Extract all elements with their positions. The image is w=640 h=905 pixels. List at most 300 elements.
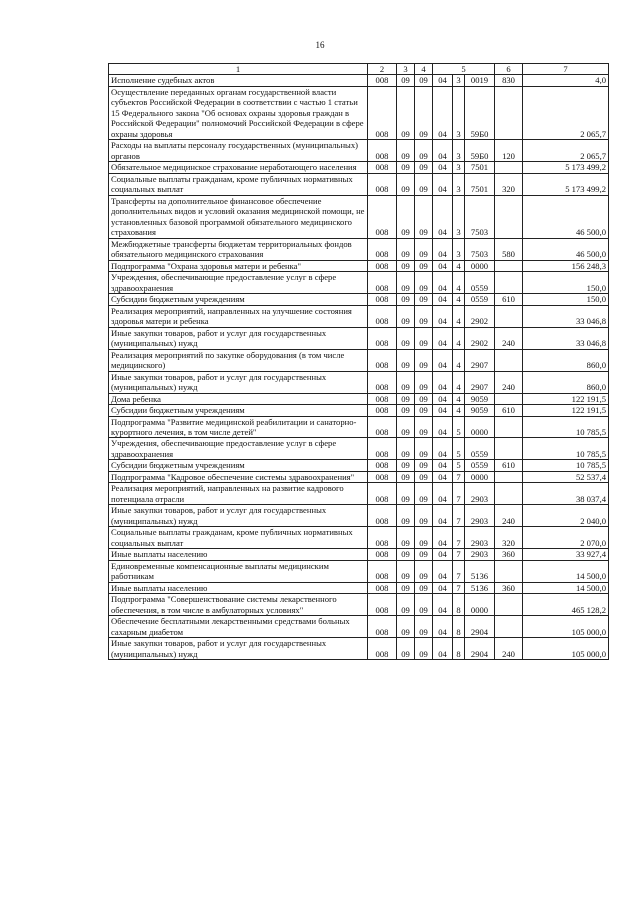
section-code: 09 [397, 405, 415, 416]
expense-type-code [495, 349, 523, 371]
subsection-code: 09 [415, 162, 433, 173]
subprogram-code: 5 [453, 438, 465, 460]
ministry-code: 008 [368, 549, 397, 560]
amount: 14 500,0 [523, 560, 609, 582]
row-name: Иные выплаты населению [109, 582, 368, 593]
direction-code: 0559 [465, 460, 495, 471]
amount: 2 065,7 [523, 140, 609, 162]
section-code: 09 [397, 505, 415, 527]
program-code: 04 [433, 438, 453, 460]
table-row [109, 260, 609, 271]
subprogram-code: 4 [453, 272, 465, 294]
section-code: 09 [397, 393, 415, 404]
direction-code: 0559 [465, 294, 495, 305]
table-row [109, 405, 609, 416]
direction-code: 5136 [465, 560, 495, 582]
subprogram-code: 3 [453, 173, 465, 195]
section-code: 09 [397, 86, 415, 139]
ministry-code: 008 [368, 238, 397, 260]
table-row [109, 393, 609, 404]
ministry-code: 008 [368, 162, 397, 173]
ministry-code: 008 [368, 483, 397, 505]
ministry-code: 008 [368, 560, 397, 582]
amount: 150,0 [523, 272, 609, 294]
direction-code: 59Б0 [465, 86, 495, 139]
program-code: 04 [433, 527, 453, 549]
program-code: 04 [433, 371, 453, 393]
row-name: Осуществление переданных органам государственной власти субъектов Российской Федерации в соответствии с частью 1 статьи 15 Федерального закона "Об основах охраны здоровья граждан в Российской Федерации" полномочий Российской Федерации в сфере охраны здоровья [109, 86, 368, 139]
subprogram-code: 7 [453, 560, 465, 582]
amount: 2 065,7 [523, 86, 609, 139]
amount: 105 000,0 [523, 616, 609, 638]
ministry-code: 008 [368, 349, 397, 371]
direction-code: 2903 [465, 549, 495, 560]
program-code: 04 [433, 162, 453, 173]
subprogram-code: 7 [453, 527, 465, 549]
row-name: Реализация мероприятий по закупке оборудования (в том числе медицинского) [109, 349, 368, 371]
program-code: 04 [433, 549, 453, 560]
subprogram-code: 3 [453, 140, 465, 162]
program-code: 04 [433, 75, 453, 86]
row-name: Учреждения, обеспечивающие предоставление услуг в сфере здравоохранения [109, 272, 368, 294]
direction-code: 5136 [465, 582, 495, 593]
subsection-code: 09 [415, 327, 433, 349]
expense-type-code [495, 272, 523, 294]
subprogram-code: 3 [453, 86, 465, 139]
expense-type-code [495, 195, 523, 238]
row-name: Субсидии бюджетным учреждениям [109, 405, 368, 416]
program-code: 04 [433, 86, 453, 139]
expense-type-code [495, 162, 523, 173]
subsection-code: 09 [415, 393, 433, 404]
page-number: 16 [315, 40, 325, 50]
ministry-code: 008 [368, 505, 397, 527]
amount: 52 537,4 [523, 471, 609, 482]
section-code: 09 [397, 549, 415, 560]
header-cell: 5 [433, 64, 495, 75]
subprogram-code: 7 [453, 505, 465, 527]
section-code: 09 [397, 416, 415, 438]
row-name: Социальные выплаты гражданам, кроме публичных нормативных социальных выплат [109, 527, 368, 549]
ministry-code: 008 [368, 195, 397, 238]
amount: 5 173 499,2 [523, 173, 609, 195]
amount: 33 046,8 [523, 327, 609, 349]
table-row [109, 305, 609, 327]
row-name: Обязательное медицинское страхование неработающего населения [109, 162, 368, 173]
subprogram-code: 4 [453, 260, 465, 271]
expense-type-code: 610 [495, 294, 523, 305]
expense-type-code [495, 471, 523, 482]
header-cell: 7 [523, 64, 609, 75]
program-code: 04 [433, 140, 453, 162]
direction-code: 0000 [465, 471, 495, 482]
subsection-code: 09 [415, 371, 433, 393]
subsection-code: 09 [415, 527, 433, 549]
row-name: Субсидии бюджетным учреждениям [109, 294, 368, 305]
row-name: Подпрограмма "Совершенствование системы лекарственного обеспечения, в том числе в амбулаторных условиях" [109, 594, 368, 616]
subprogram-code: 8 [453, 594, 465, 616]
row-name: Трансферты на дополнительное финансовое обеспечение дополнительных видов и условий оказания медицинской помощи, не установленных базовой программой обязательного медицинского страхования [109, 195, 368, 238]
section-code: 09 [397, 460, 415, 471]
program-code: 04 [433, 349, 453, 371]
expense-type-code: 830 [495, 75, 523, 86]
ministry-code: 008 [368, 140, 397, 162]
section-code: 09 [397, 371, 415, 393]
subsection-code: 09 [415, 616, 433, 638]
ministry-code: 008 [368, 438, 397, 460]
section-code: 09 [397, 294, 415, 305]
amount: 2 040,0 [523, 505, 609, 527]
subprogram-code: 4 [453, 393, 465, 404]
amount: 465 128,2 [523, 594, 609, 616]
section-code: 09 [397, 438, 415, 460]
expense-type-code [495, 305, 523, 327]
section-code: 09 [397, 638, 415, 660]
ministry-code: 008 [368, 405, 397, 416]
table-row [109, 349, 609, 371]
amount: 860,0 [523, 349, 609, 371]
row-name: Реализация мероприятий, направленных на улучшение состояния здоровья матери и ребенка [109, 305, 368, 327]
expense-type-code [495, 594, 523, 616]
table-row [109, 327, 609, 349]
expense-type-code: 360 [495, 549, 523, 560]
direction-code: 2904 [465, 638, 495, 660]
row-name: Дома ребенка [109, 393, 368, 404]
amount: 122 191,5 [523, 393, 609, 404]
expense-type-code [495, 260, 523, 271]
table-row [109, 616, 609, 638]
row-name: Учреждения, обеспечивающие предоставление услуг в сфере здравоохранения [109, 438, 368, 460]
program-code: 04 [433, 294, 453, 305]
section-code: 09 [397, 140, 415, 162]
subprogram-code: 8 [453, 638, 465, 660]
section-code: 09 [397, 594, 415, 616]
subprogram-code: 4 [453, 371, 465, 393]
expense-type-code [495, 393, 523, 404]
section-code: 09 [397, 238, 415, 260]
ministry-code: 008 [368, 305, 397, 327]
row-name: Подпрограмма "Развитие медицинской реабилитации и санаторно-курортного лечения, в том числе детей" [109, 416, 368, 438]
subsection-code: 09 [415, 405, 433, 416]
direction-code: 59Б0 [465, 140, 495, 162]
program-code: 04 [433, 616, 453, 638]
table-row [109, 294, 609, 305]
amount: 5 173 499,2 [523, 162, 609, 173]
expense-type-code [495, 86, 523, 139]
section-code: 09 [397, 349, 415, 371]
program-code: 04 [433, 471, 453, 482]
expense-type-code [495, 616, 523, 638]
expense-type-code: 240 [495, 505, 523, 527]
section-code: 09 [397, 616, 415, 638]
direction-code: 9059 [465, 393, 495, 404]
ministry-code: 008 [368, 527, 397, 549]
direction-code: 2902 [465, 327, 495, 349]
section-code: 09 [397, 195, 415, 238]
subprogram-code: 4 [453, 305, 465, 327]
ministry-code: 008 [368, 86, 397, 139]
expense-type-code [495, 416, 523, 438]
section-code: 09 [397, 582, 415, 593]
ministry-code: 008 [368, 260, 397, 271]
amount: 105 000,0 [523, 638, 609, 660]
table-row [109, 594, 609, 616]
row-name: Социальные выплаты гражданам, кроме публичных нормативных социальных выплат [109, 173, 368, 195]
table-row [109, 195, 609, 238]
program-code: 04 [433, 560, 453, 582]
program-code: 04 [433, 195, 453, 238]
ministry-code: 008 [368, 371, 397, 393]
program-code: 04 [433, 460, 453, 471]
program-code: 04 [433, 594, 453, 616]
section-code: 09 [397, 173, 415, 195]
direction-code: 2907 [465, 349, 495, 371]
table-row [109, 527, 609, 549]
row-name: Иные закупки товаров, работ и услуг для государственных (муниципальных) нужд [109, 638, 368, 660]
header-row [109, 64, 609, 75]
header-cell: 3 [397, 64, 415, 75]
header-cell: 1 [109, 64, 368, 75]
amount: 860,0 [523, 371, 609, 393]
subprogram-code: 7 [453, 549, 465, 560]
ministry-code: 008 [368, 594, 397, 616]
ministry-code: 008 [368, 173, 397, 195]
amount: 33 927,4 [523, 549, 609, 560]
expense-type-code: 320 [495, 527, 523, 549]
section-code: 09 [397, 327, 415, 349]
subsection-code: 09 [415, 460, 433, 471]
header-cell: 6 [495, 64, 523, 75]
table-row [109, 272, 609, 294]
table-row [109, 638, 609, 660]
row-name: Подпрограмма "Охрана здоровья матери и ребенка" [109, 260, 368, 271]
row-name: Расходы на выплаты персоналу государственных (муниципальных) органов [109, 140, 368, 162]
table-row [109, 162, 609, 173]
amount: 33 046,8 [523, 305, 609, 327]
subsection-code: 09 [415, 416, 433, 438]
direction-code: 2903 [465, 527, 495, 549]
subprogram-code: 3 [453, 162, 465, 173]
subsection-code: 09 [415, 505, 433, 527]
expense-type-code: 360 [495, 582, 523, 593]
subprogram-code: 3 [453, 195, 465, 238]
ministry-code: 008 [368, 75, 397, 86]
program-code: 04 [433, 260, 453, 271]
subsection-code: 09 [415, 294, 433, 305]
row-name: Единовременные компенсационные выплаты медицинским работникам [109, 560, 368, 582]
amount: 46 500,0 [523, 195, 609, 238]
table-row [109, 140, 609, 162]
table-row [109, 549, 609, 560]
subprogram-code: 3 [453, 75, 465, 86]
subsection-code: 09 [415, 86, 433, 139]
expense-type-code [495, 438, 523, 460]
header-cell: 2 [368, 64, 397, 75]
section-code: 09 [397, 527, 415, 549]
row-name: Подпрограмма "Кадровое обеспечение системы здравоохранения" [109, 471, 368, 482]
subsection-code: 09 [415, 305, 433, 327]
direction-code: 0000 [465, 594, 495, 616]
direction-code: 7501 [465, 173, 495, 195]
subsection-code: 09 [415, 140, 433, 162]
subsection-code: 09 [415, 438, 433, 460]
table-row [109, 460, 609, 471]
subsection-code: 09 [415, 173, 433, 195]
table-row [109, 483, 609, 505]
expense-type-code: 320 [495, 173, 523, 195]
amount: 10 785,5 [523, 460, 609, 471]
subprogram-code: 3 [453, 238, 465, 260]
amount: 4,0 [523, 75, 609, 86]
section-code: 09 [397, 260, 415, 271]
expense-type-code: 120 [495, 140, 523, 162]
header-cell: 4 [415, 64, 433, 75]
direction-code: 7503 [465, 238, 495, 260]
row-name: Иные закупки товаров, работ и услуг для государственных (муниципальных) нужд [109, 505, 368, 527]
ministry-code: 008 [368, 294, 397, 305]
program-code: 04 [433, 393, 453, 404]
direction-code: 0559 [465, 272, 495, 294]
direction-code: 7501 [465, 162, 495, 173]
amount: 150,0 [523, 294, 609, 305]
program-code: 04 [433, 405, 453, 416]
expense-type-code: 240 [495, 327, 523, 349]
program-code: 04 [433, 582, 453, 593]
direction-code: 7503 [465, 195, 495, 238]
expense-type-code: 240 [495, 638, 523, 660]
amount: 2 070,0 [523, 527, 609, 549]
row-name: Иные выплаты населению [109, 549, 368, 560]
direction-code: 2902 [465, 305, 495, 327]
row-name: Реализация мероприятий, направленных на развитие кадрового потенциала отрасли [109, 483, 368, 505]
section-code: 09 [397, 305, 415, 327]
amount: 10 785,5 [523, 438, 609, 460]
subsection-code: 09 [415, 560, 433, 582]
direction-code: 2904 [465, 616, 495, 638]
program-code: 04 [433, 416, 453, 438]
subprogram-code: 7 [453, 483, 465, 505]
table-row [109, 238, 609, 260]
amount: 10 785,5 [523, 416, 609, 438]
direction-code: 2903 [465, 505, 495, 527]
expense-type-code: 580 [495, 238, 523, 260]
amount: 46 500,0 [523, 238, 609, 260]
program-code: 04 [433, 483, 453, 505]
expense-type-code [495, 483, 523, 505]
program-code: 04 [433, 305, 453, 327]
row-name: Иные закупки товаров, работ и услуг для государственных (муниципальных) нужд [109, 327, 368, 349]
direction-code: 0019 [465, 75, 495, 86]
section-code: 09 [397, 272, 415, 294]
ministry-code: 008 [368, 460, 397, 471]
subsection-code: 09 [415, 272, 433, 294]
amount: 14 500,0 [523, 582, 609, 593]
table-row [109, 371, 609, 393]
table-row [109, 438, 609, 460]
subprogram-code: 7 [453, 582, 465, 593]
table-row [109, 173, 609, 195]
expense-type-code: 610 [495, 405, 523, 416]
program-code: 04 [433, 638, 453, 660]
program-code: 04 [433, 238, 453, 260]
subsection-code: 09 [415, 471, 433, 482]
row-name: Иные закупки товаров, работ и услуг для государственных (муниципальных) нужд [109, 371, 368, 393]
direction-code: 0559 [465, 438, 495, 460]
ministry-code: 008 [368, 616, 397, 638]
subprogram-code: 8 [453, 616, 465, 638]
subsection-code: 09 [415, 582, 433, 593]
direction-code: 2907 [465, 371, 495, 393]
subprogram-code: 5 [453, 416, 465, 438]
subsection-code: 09 [415, 549, 433, 560]
subprogram-code: 4 [453, 294, 465, 305]
section-code: 09 [397, 483, 415, 505]
ministry-code: 008 [368, 272, 397, 294]
table-row [109, 560, 609, 582]
subsection-code: 09 [415, 594, 433, 616]
row-name: Исполнение судебных актов [109, 75, 368, 86]
subsection-code: 09 [415, 75, 433, 86]
amount: 38 037,4 [523, 483, 609, 505]
subsection-code: 09 [415, 195, 433, 238]
direction-code: 0000 [465, 416, 495, 438]
direction-code: 9059 [465, 405, 495, 416]
subsection-code: 09 [415, 483, 433, 505]
direction-code: 0000 [465, 260, 495, 271]
subsection-code: 09 [415, 260, 433, 271]
ministry-code: 008 [368, 582, 397, 593]
subprogram-code: 4 [453, 327, 465, 349]
subsection-code: 09 [415, 238, 433, 260]
section-code: 09 [397, 560, 415, 582]
expense-type-code: 240 [495, 371, 523, 393]
table-row [109, 416, 609, 438]
program-code: 04 [433, 272, 453, 294]
program-code: 04 [433, 505, 453, 527]
amount: 156 248,3 [523, 260, 609, 271]
subprogram-code: 4 [453, 349, 465, 371]
row-name: Обеспечение бесплатными лекарственными средствами больных сахарным диабетом [109, 616, 368, 638]
table-row [109, 505, 609, 527]
section-code: 09 [397, 162, 415, 173]
ministry-code: 008 [368, 416, 397, 438]
subprogram-code: 5 [453, 460, 465, 471]
ministry-code: 008 [368, 471, 397, 482]
program-code: 04 [433, 173, 453, 195]
subprogram-code: 7 [453, 471, 465, 482]
row-name: Межбюджетные трансферты бюджетам территориальных фондов обязательного медицинского страхования [109, 238, 368, 260]
table-row [109, 75, 609, 86]
amount: 122 191,5 [523, 405, 609, 416]
ministry-code: 008 [368, 393, 397, 404]
program-code: 04 [433, 327, 453, 349]
table-row [109, 86, 609, 139]
subsection-code: 09 [415, 638, 433, 660]
table-row [109, 582, 609, 593]
expense-type-code: 610 [495, 460, 523, 471]
table-row [109, 471, 609, 482]
budget-table [108, 63, 609, 660]
ministry-code: 008 [368, 638, 397, 660]
expense-type-code [495, 560, 523, 582]
section-code: 09 [397, 75, 415, 86]
row-name: Субсидии бюджетным учреждениям [109, 460, 368, 471]
subprogram-code: 4 [453, 405, 465, 416]
subsection-code: 09 [415, 349, 433, 371]
section-code: 09 [397, 471, 415, 482]
direction-code: 2903 [465, 483, 495, 505]
ministry-code: 008 [368, 327, 397, 349]
